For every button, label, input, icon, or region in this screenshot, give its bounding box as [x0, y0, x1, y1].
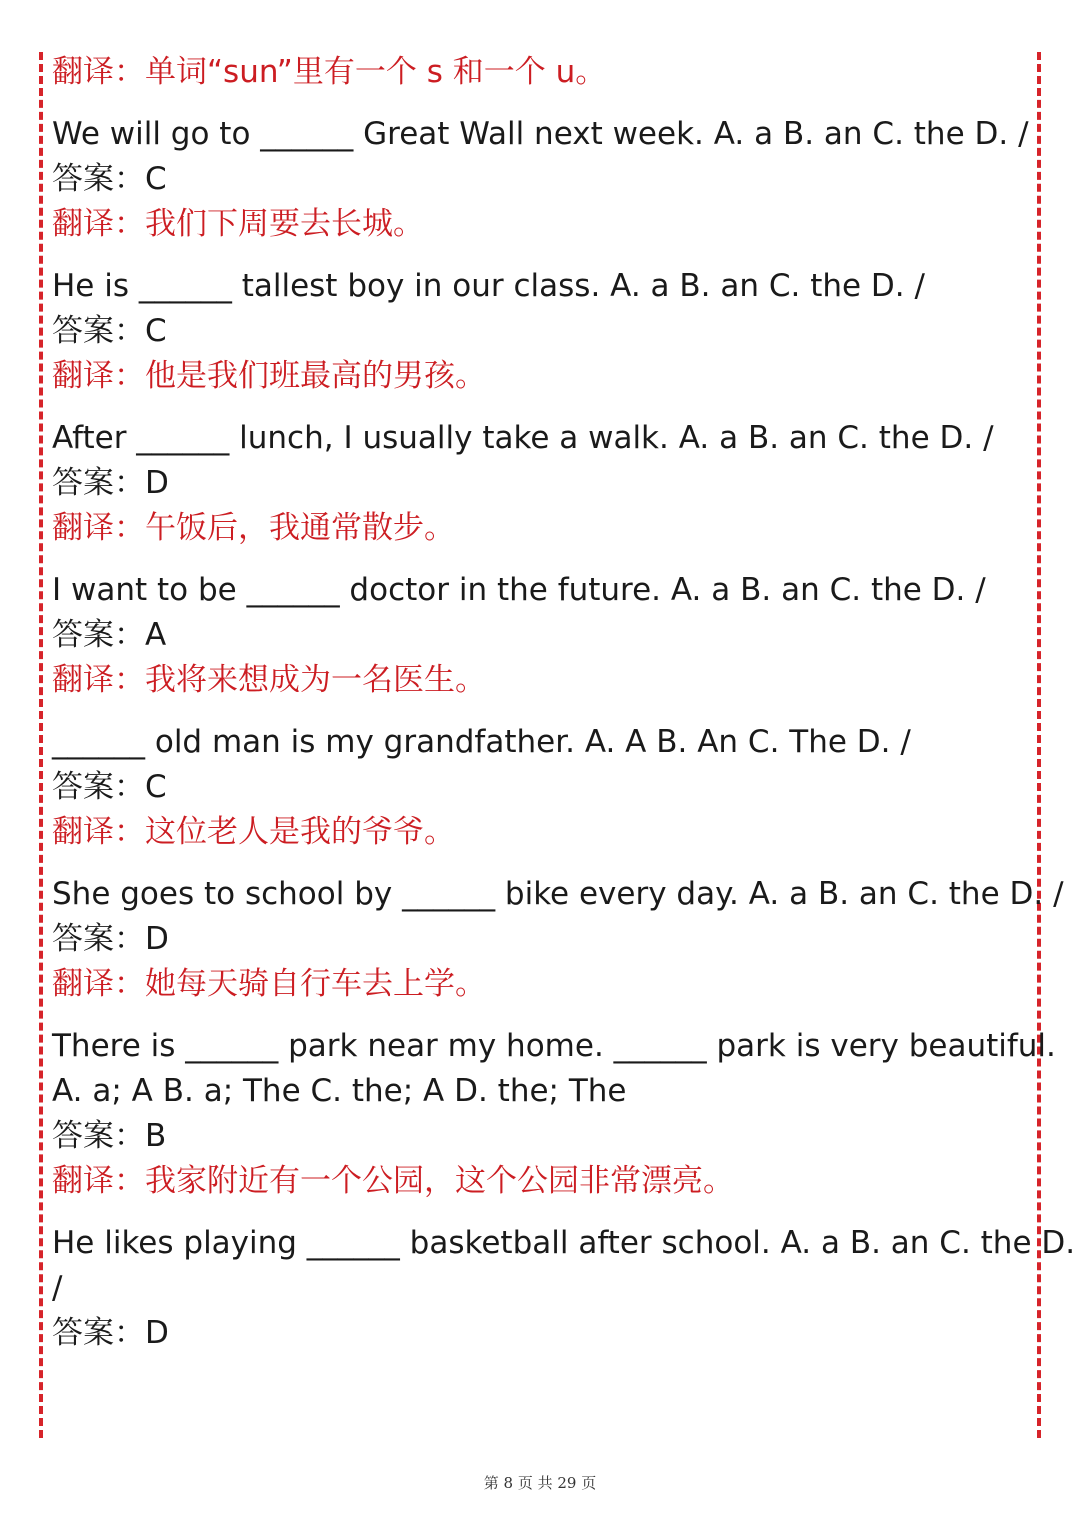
answer-line: 答案：A [52, 617, 167, 653]
spacer [52, 247, 1037, 264]
answer-line: 答案：D [52, 465, 169, 501]
translation-line: 翻译：这位老人是我的爷爷。 [52, 814, 455, 850]
question-line: He is ______ tallest boy in our class. A. a B. an C. the D. / [52, 268, 925, 304]
answer-line: 答案：C [52, 161, 167, 197]
question-line: We will go to ______ Great Wall next week. A. a B. an C. the D. / [52, 116, 1029, 152]
question-line: After ______ lunch, I usually take a walk. A. a B. an C. the D. / [52, 420, 994, 456]
question-line: There is ______ park near my home. ______ park is very beautiful. [52, 1028, 1056, 1064]
translation-line: 翻译：单词“sun”里有一个 s 和一个 u。 [52, 54, 607, 90]
spacer [52, 551, 1037, 568]
answer-line: 答案：B [52, 1118, 167, 1154]
question-line: She goes to school by ______ bike every day. A. a B. an C. the D. / [52, 876, 1064, 912]
spacer [52, 1204, 1037, 1221]
translation-line: 翻译：她每天骑自行车去上学。 [52, 966, 486, 1002]
page-number-footer: 第 8 页 共 29 页 [483, 1474, 597, 1492]
spacer [52, 399, 1037, 416]
translation-line: 翻译：午饭后，我通常散步。 [52, 510, 455, 546]
translation-line: 翻译：我家附近有一个公园，这个公园非常漂亮。 [52, 1163, 734, 1199]
answer-line: 答案：C [52, 769, 167, 805]
translation-line: 翻译：他是我们班最高的男孩。 [52, 358, 486, 394]
question-line: He likes playing ______ basketball after school. A. a B. an C. the D. [52, 1225, 1076, 1261]
spacer [52, 1007, 1037, 1024]
spacer [52, 95, 1037, 112]
spacer [52, 703, 1037, 720]
spacer [52, 855, 1037, 872]
translation-line: 翻译：我们下周要去长城。 [52, 206, 424, 242]
question-options-line: / [52, 1270, 63, 1306]
left-dashed-border [39, 52, 43, 1438]
question-options-line: A. a; A B. a; The C. the; A D. the; The [52, 1073, 627, 1109]
answer-line: 答案：C [52, 313, 167, 349]
exercise-list [52, 50, 1076, 1356]
question-line: I want to be ______ doctor in the future. A. a B. an C. the D. / [52, 572, 986, 608]
question-line: ______ old man is my grandfather. A. A B. An C. The D. / [52, 724, 911, 760]
translation-line: 翻译：我将来想成为一名医生。 [52, 662, 486, 698]
answer-line: 答案：D [52, 1315, 169, 1351]
answer-line: 答案：D [52, 921, 169, 957]
